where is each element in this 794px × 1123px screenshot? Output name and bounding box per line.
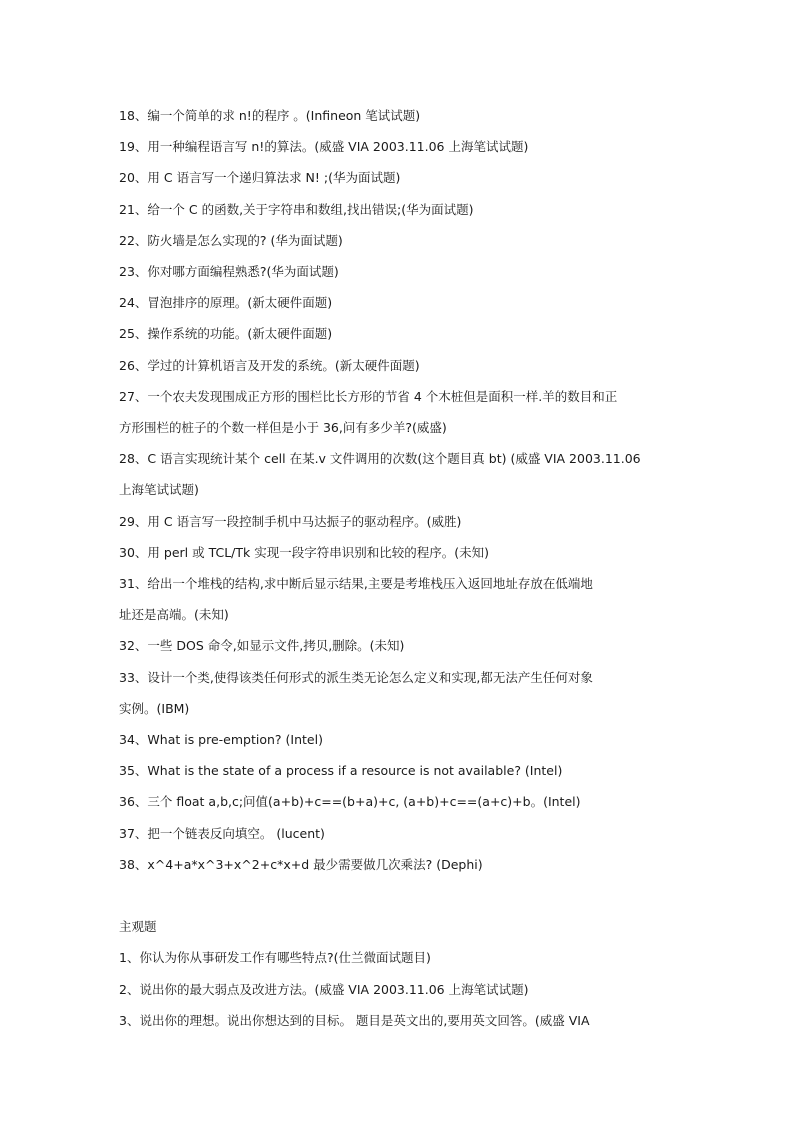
question-line: 21、给一个 C 的函数,关于字符串和数组,找出错误;(华为面试题) [119, 201, 474, 217]
question-line: 19、用一种编程语言写 n!的算法。(威盛 VIA 2003.11.06 上海笔试试题) [119, 139, 529, 155]
question-line: 36、三个 float a,b,c;问值(a+b)+c==(b+a)+c, (a+b)+c==(a+c)+b。(Intel) [119, 794, 581, 810]
question-line: 25、操作系统的功能。(新太硬件面题) [119, 326, 333, 342]
question-line: 实例。(IBM) [119, 700, 190, 716]
question-line: 18、编一个简单的求 n!的程序 。(Infineon 笔试试题) [119, 108, 421, 123]
question-line: 28、C 语言实现统计某个 cell 在某.v 文件调用的次数(这个题目真 bt) (威盛 VIA 2003.11.06 [119, 451, 641, 467]
question-line: 27、一个农夫发现围成正方形的围栏比长方形的节省 4 个木桩但是面积一样.羊的数目和正 [119, 388, 618, 404]
section-title: 主观题 [119, 919, 157, 935]
subjective-question-line: 3、说出你的理想。说出你想达到的目标。 题目是英文出的,要用英文回答。(威盛 VIA [119, 1012, 590, 1028]
question-line: 35、What is the state of a process if a resource is not available? (Intel) [119, 763, 563, 779]
question-line: 32、一些 DOS 命令,如显示文件,拷贝,删除。(未知) [119, 638, 405, 654]
question-line: 38、x^4+a*x^3+x^2+c*x+d 最少需要做几次乘法? (Dephi) [119, 856, 483, 872]
question-line: 23、你对哪方面编程熟悉?(华为面试题) [119, 264, 339, 280]
section-spacer [119, 880, 679, 911]
question-line: 上海笔试试题) [119, 482, 199, 498]
question-line: 34、What is pre-emption? (Intel) [119, 732, 323, 748]
question-line: 29、用 C 语言写一段控制手机中马达振子的驱动程序。(威胜) [119, 513, 462, 529]
subjective-question-line: 1、你认为你从事研发工作有哪些特点?(仕兰微面试题目) [119, 950, 431, 966]
question-line: 址还是高端。(未知) [119, 607, 229, 623]
question-line: 31、给出一个堆栈的结构,求中断后显示结果,主要是考堆栈压入返回地址存放在低端地 [119, 576, 593, 592]
question-line: 24、冒泡排序的原理。(新太硬件面题) [119, 295, 333, 311]
question-line: 20、用 C 语言写一个递归算法求 N! ;(华为面试题) [119, 170, 401, 186]
subjective-question-line: 2、说出你的最大弱点及改进方法。(威盛 VIA 2003.11.06 上海笔试试题) [119, 981, 529, 997]
question-line: 26、学过的计算机语言及开发的系统。(新太硬件面题) [119, 357, 420, 373]
question-line: 37、把一个链表反向填空。 (lucent) [119, 825, 325, 841]
question-line: 30、用 perl 或 TCL/Tk 实现一段字符串识别和比较的程序。(未知) [119, 544, 489, 560]
question-line: 22、防火墙是怎么实现的? (华为面试题) [119, 232, 343, 248]
question-line: 方形围栏的桩子的个数一样但是小于 36,问有多少羊?(威盛) [119, 420, 447, 436]
question-line: 33、设计一个类,使得该类任何形式的派生类无论怎么定义和实现,都无法产生任何对象 [119, 669, 593, 685]
document-body [119, 100, 679, 1036]
